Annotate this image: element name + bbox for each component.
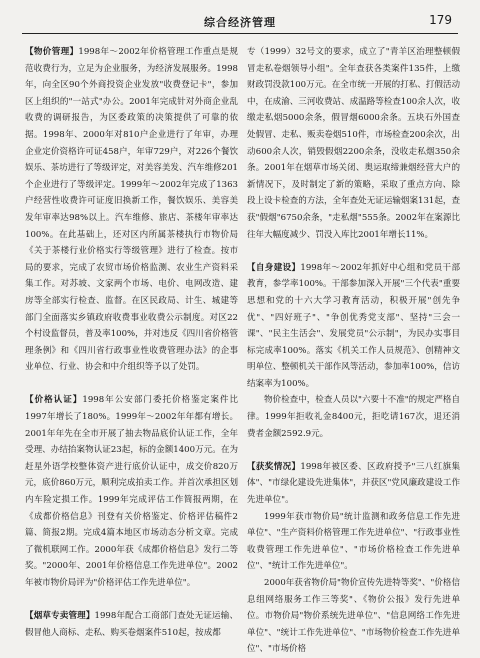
running-header xyxy=(22,10,458,32)
section-body: 1998年配合工商部门查处无证运输、假冒他人商标、走私、购买卷烟案件510起，按成都 xyxy=(25,611,238,638)
section-body: 1998年～2002年价格管理工作重点是规范收费行为，立足为企业服务，为经济发展服务。1998年，向全区90个外商投资企业发放"收费登记卡"，参加区上组织的"一站式"办公。2001年完成针对外商企业乱收费的调研报告，为区委政策的决策提供了可靠的依据。1998年、2000年对810户企业进行了年审，办理企业定价资格许可证458户，年审729户，对226个餐饮娱乐、茶坊进行了等级评定，对美容美发、汽车维修201个企业进行了等级评定。1999年～2002年完成了1363户经营性收费许可证度旧换新工作，餐饮娱乐、美容美发年审率达98%以上。汽车维修、旅店、茶楼年审率达100%。在此基础上，还对区内所属茶楼执行市物价局《关于茶楼行业价格实行等级管理》进行了检查。按市局的要求，完成了农贸市场价格监测、农业生产资料采集工作。对苏坡、文家两个市场、电价、电网改造、建房等全部实行检查、监督。在区民政局、计生、城建等部门全面落实乡镇政府收费事业收费公示制度。对区22个村设监督员，普及率100%，并对违反《四川省价格管理条例》和《四川省行政事业性收费管理办法》的企事业单位、行业、协会和中介组织等予以了处罚。 xyxy=(25,47,238,373)
section-self-building xyxy=(247,260,460,393)
right-column xyxy=(247,44,460,655)
section-label: 【获奖情况】 xyxy=(247,461,301,472)
section-body: 1998年～2002年抓好中心组和党员干部教育，参学率100%。干部参加深入开展"三个代表"重要思想和党的十六大学习教育活动，积极开展"创先争优"、"四好班子"、"争创优秀党支部"、坚持"三会一课"、"民主生活会"、发展党员"公示制"，为民办实事目标完成率100%。落实《机关工作人员规范》、创精神文明单位、整顿机关干部作风等活动，参加率100%，信访结案率为100%。 xyxy=(247,262,460,389)
paragraph: 1999年获市物价局"统计监测和政务信息工作先进单位"、"生产资料价格管理工作先进单位"、"行政事业性收费管理工作先进单位"、"市场价格检查工作先进单位"、"统计工作先进单位"。 xyxy=(247,511,460,572)
section-awards xyxy=(247,459,460,509)
section-label: 【物价管理】 xyxy=(25,47,79,57)
tobacco-continued-paragraph: 专（1999）32号文的要求，成立了"青羊区治理整顿假冒走私卷烟领导小组"。全年查获各类案件135件，上缴财政罚没款100万元。在全市统一开展的打私、打假活动中，在成渝、三河收费站、成温路等检查100余人次，收缴走私烟5000余条，假冒烟6000余条。五块石外国查处假冒、走私、贩卖卷烟510件，市场检查200余次，出动600余人次，销毁假烟2200余条，没收走私烟350余条。2001年在烟草市场关闭、奥运取缔兼烟经营大户的新情况下，及时制定了新的策略，采取了重点方向、除段上设卡检查的方法，全年查处无证运输烟案131起，查获"假烟"6750余条，"走私烟"555条。2002年在案源比往年大幅度减少、罚没入库比2001年增长11%。 xyxy=(247,47,460,240)
section-label: 【烟草专卖管理】 xyxy=(25,611,95,622)
running-title: 综合经济管理 xyxy=(204,16,276,29)
paragraph: 物价检查中，检查人员以"六要十不准"的规定严格自律。1999年拒收礼金8400元，拒吃请167次，退还消费者金额2592.9元。 xyxy=(247,395,460,439)
section-label: 【自身建设】 xyxy=(247,262,301,273)
section-body: 1998年被区委、区政府授予"三八红旗集体"、"市绿化建设先进集体"，并获区"党风廉政建设工作先进单位"。 xyxy=(247,461,460,506)
section-price-management xyxy=(25,44,238,376)
section-body: 1998年公安部门委托价格鉴定案件比1997年增长了180%。1999年～2002年年都有增长。2001年年先在全市开展了抽去物品底价认证工作，全年受理、办结抬案物认证23起，标的金额1400万元。在为赶星外语学校整体资产进行底价认证中，成交价820万元，底价860万元，顺利完成拍卖工作。并首次承担区划内车险定损工作。1999年完成评估工作简报两期，在《成都价格信息》刊登有关价格鉴定、价格评估稿件2篇、简报2期。完成4篇本地区市场动态分析文章。完成了微机联网工作。2000年获《成都价格信息》发行二等奖。"2000年、2001年价格信息工作先进单位"。2002年被市物价局评为"价格评估工作先进单位"。 xyxy=(25,395,238,588)
page-number: 179 xyxy=(429,13,452,27)
header-rule xyxy=(22,33,458,34)
section-tobacco-management xyxy=(25,608,238,641)
section-label: 【价格认证】 xyxy=(25,395,83,406)
paragraph: 2000年获省物价局"物价宣传先进特等奖"、"价格信息组网络服务工作三等奖"、《物价公报》发行先进单位。市物价局"物价系统先进单位"、"信息网络工作先进单位"、"统计工作先进单位"、"市场物价检查工作先进单位"、"市场价格 xyxy=(247,578,460,655)
left-column xyxy=(25,44,238,644)
section-price-certification xyxy=(25,392,238,591)
